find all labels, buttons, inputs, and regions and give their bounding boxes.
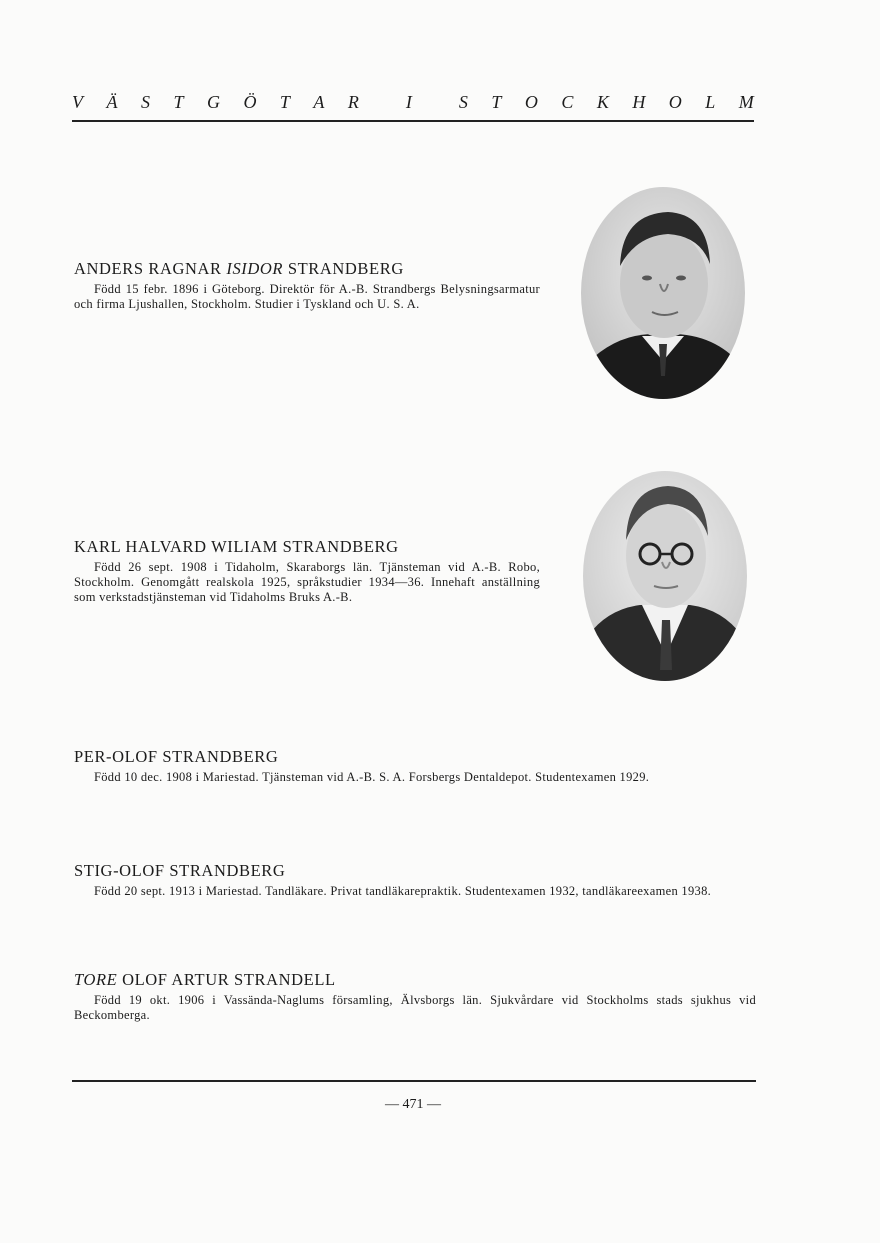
entry-bio: Född 26 sept. 1908 i Tidaholm, Skaraborgs län. Tjänsteman vid A.-B. Robo, Stockholm. Genomgått realskola 1925, språkstudier 1934—36. Innehaft anställning som verkstadstjänsteman vid Tidaholms Bruks A.-B. <box>74 560 540 604</box>
header-letter: K <box>596 92 609 112</box>
entry-bio: Född 19 okt. 1906 i Vassända-Naglums församling, Älvsborgs län. Sjukvårdare vid Stockholms stads sjukhus vid Beckomberga. <box>74 993 756 1022</box>
header-letter: O <box>668 92 682 112</box>
header-letter: L <box>705 92 716 112</box>
header-letter: T <box>279 92 290 112</box>
entry-anders-strandberg <box>74 259 540 312</box>
header-letter: V <box>72 92 83 112</box>
name-italic: TORE <box>74 970 118 989</box>
header-letter: T <box>491 92 502 112</box>
entry-name: ANDERS RAGNAR ISIDOR STRANDBERG <box>74 259 404 278</box>
header-letter: H <box>632 92 646 112</box>
header-letter: T <box>173 92 184 112</box>
header-letter: S <box>140 92 150 112</box>
header-letter: A <box>313 92 325 112</box>
running-header <box>72 92 754 113</box>
header-letter: I <box>405 92 412 112</box>
header-letter: C <box>561 92 574 112</box>
header-letter: G <box>206 92 220 112</box>
entry-name: KARL HALVARD WILIAM STRANDBERG <box>74 537 399 556</box>
header-letter: S <box>458 92 468 112</box>
portrait-photo-karl <box>582 470 748 682</box>
header-letter: Ö <box>243 92 257 112</box>
name-italic: ISIDOR <box>226 259 284 278</box>
page-number: — 471 — <box>385 1097 441 1112</box>
header-letter: M <box>738 92 754 112</box>
entry-tore-strandell <box>74 970 756 1023</box>
entry-name: TORE OLOF ARTUR STRANDELL <box>74 970 336 989</box>
footer-rule <box>72 1080 756 1082</box>
entry-bio: Född 15 febr. 1896 i Göteborg. Direktör för A.-B. Strandbergs Belysningsarmatur och firma Ljushallen, Stockholm. Studier i Tyskland och U. S. A. <box>74 282 540 311</box>
entry-bio: Född 10 dec. 1908 i Mariestad. Tjänsteman vid A.-B. S. A. Forsbergs Dentaldepot. Studentexamen 1929. <box>94 770 650 784</box>
entry-name: PER-OLOF STRANDBERG <box>74 747 279 766</box>
entry-per-olof-strandberg <box>74 747 756 785</box>
header-rule <box>72 120 754 122</box>
header-letter: R <box>347 92 359 112</box>
header-letter: O <box>524 92 538 112</box>
entry-bio: Född 20 sept. 1913 i Mariestad. Tandläkare. Privat tandläkarepraktik. Studentexamen 1932, tandläkareexamen 1938. <box>94 884 712 898</box>
entry-stig-olof-strandberg <box>74 861 756 899</box>
entry-karl-strandberg <box>74 537 540 605</box>
entry-name: STIG-OLOF STRANDBERG <box>74 861 286 880</box>
portrait-photo-anders <box>580 186 746 400</box>
header-letter: Ä <box>106 92 118 112</box>
